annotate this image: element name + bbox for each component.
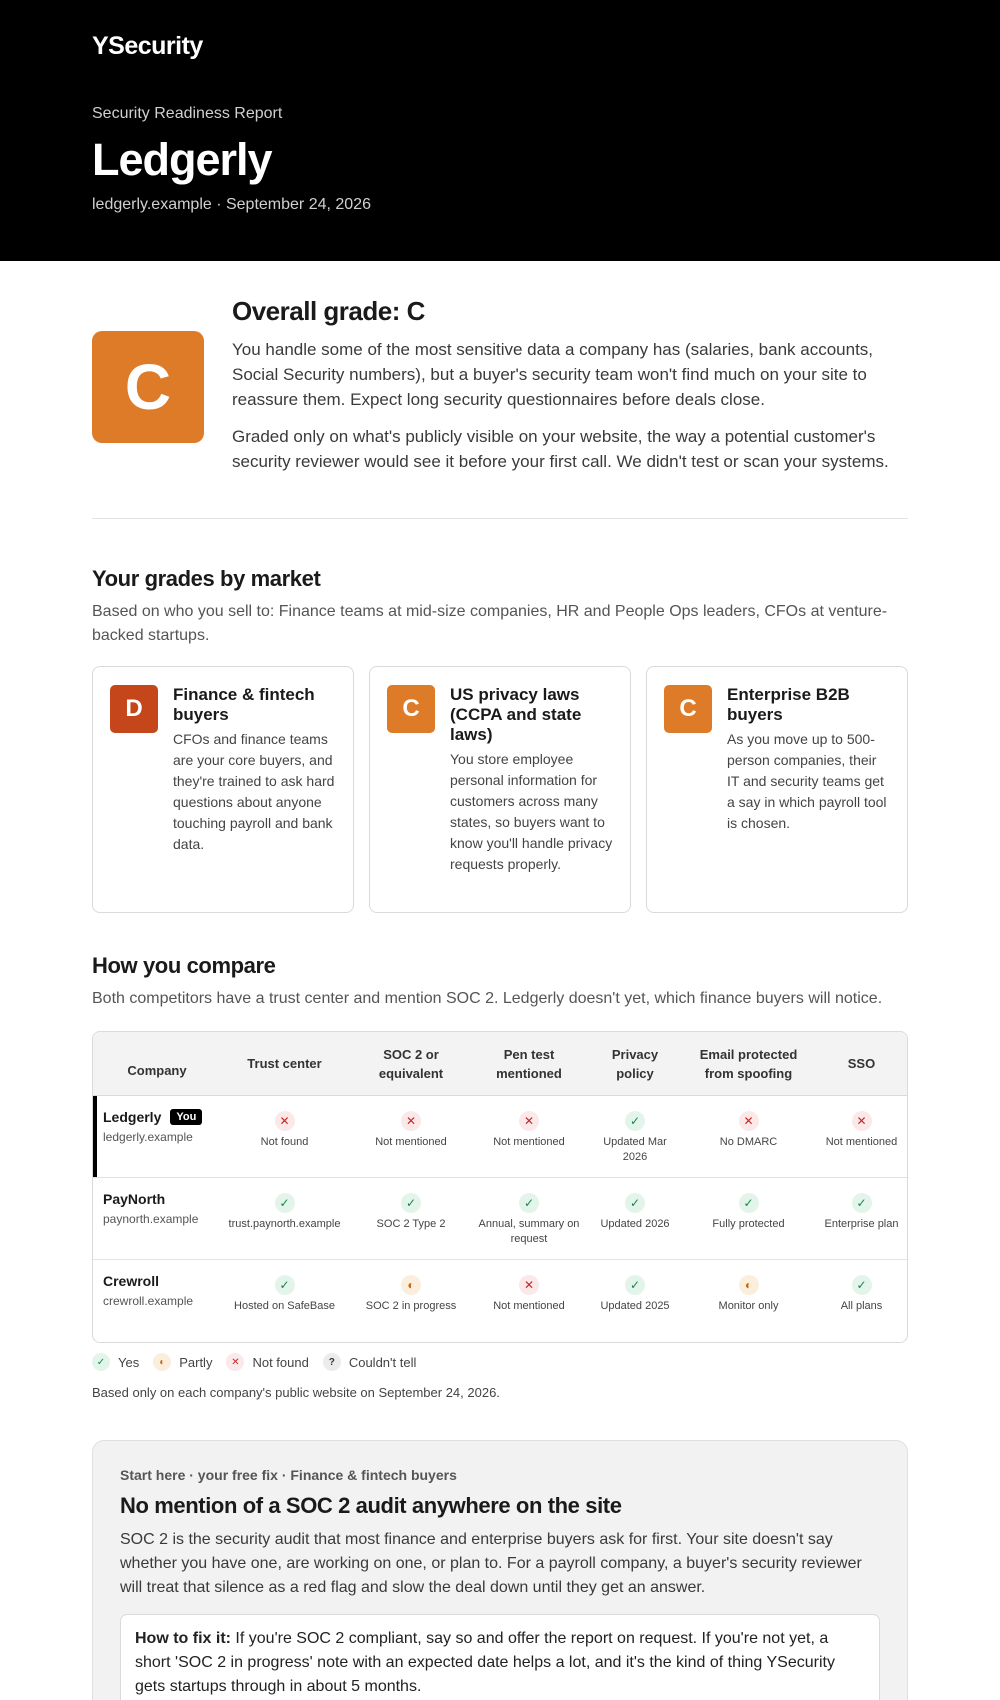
check-icon: ✓ [625, 1193, 645, 1213]
status-cell [817, 1178, 906, 1259]
status-note: Annual, summary on request [478, 1218, 580, 1245]
table-header [93, 1032, 907, 1096]
legend-item [323, 1353, 417, 1371]
status-cell [215, 1260, 354, 1342]
company-name-text: PayNorth [103, 1191, 166, 1207]
overall-grade-text [232, 296, 908, 486]
status-note: Updated 2026 [600, 1218, 670, 1230]
market-card-body [727, 685, 891, 894]
overall-summary: You handle some of the most sensitive data a company has (salaries, bank accounts, Social Security numbers), but a buyer's security team won't find much on your site to reassure them. Expect long security questionnaires before deals close. [232, 340, 874, 409]
column-header: Email protected from spoofing [699, 1046, 798, 1081]
status-note: Hosted on SafeBase [234, 1300, 335, 1312]
status-cell [590, 1096, 680, 1177]
status-note: trust.paynorth.example [228, 1218, 341, 1230]
status-cell [468, 1178, 590, 1259]
status-note: Updated Mar 2026 [603, 1136, 667, 1163]
company-domain: crewroll.example [103, 1294, 194, 1308]
status-cell [215, 1178, 354, 1259]
status-cell [468, 1096, 590, 1177]
check-icon: ✓ [275, 1275, 295, 1295]
brand-logo[interactable]: YSecurity [92, 32, 203, 60]
company-name-text: Crewroll [103, 1273, 160, 1289]
market-card-desc: As you move up to 500-person companies, their IT and security teams get a say in which payroll tool is chosen. [727, 731, 887, 831]
fix-howto-label: How to fix it: [135, 1630, 231, 1647]
check-icon: ✓ [275, 1193, 295, 1213]
status-cell [817, 1096, 906, 1177]
market-card [646, 666, 908, 913]
table-row [93, 1096, 907, 1178]
legend-item [92, 1353, 139, 1371]
cross-icon: ✕ [519, 1111, 539, 1131]
market-card-desc: You store employee personal information for customers across many states, so buyers want to know you'll handle privacy requests properly. [450, 751, 613, 872]
status-cell [817, 1260, 906, 1342]
column-header: Privacy policy [611, 1046, 659, 1081]
column-header: SOC 2 or equivalent [378, 1046, 444, 1081]
markets-section [92, 519, 908, 913]
market-card [369, 666, 631, 913]
legend-item [153, 1353, 212, 1371]
comparison-table [92, 1031, 908, 1343]
status-note: Enterprise plan [824, 1218, 899, 1230]
legend-item [226, 1353, 308, 1371]
company-cell [93, 1178, 215, 1259]
markets-subtitle: Based on who you sell to: Finance teams at mid-size companies, HR and People Ops leaders, CFOs at venture-backed startups. [92, 603, 888, 644]
company-name-text: Ledgerly [103, 1109, 162, 1125]
cross-icon: ✕ [519, 1275, 539, 1295]
status-cell [680, 1260, 817, 1342]
markets-title: Your grades by market [92, 566, 321, 591]
cross-icon: ✕ [401, 1111, 421, 1131]
status-note: Fully protected [712, 1218, 785, 1230]
company-name [103, 1273, 215, 1289]
status-note: No DMARC [719, 1136, 778, 1148]
column-header: Trust center [247, 1056, 322, 1071]
company-domain: paynorth.example [103, 1212, 199, 1226]
check-icon: ✓ [92, 1353, 110, 1371]
compare-section [92, 913, 908, 1400]
status-legend [92, 1353, 908, 1371]
half-circle-icon: ◐ [401, 1275, 421, 1295]
company-title: Ledgerly [92, 134, 272, 185]
status-note: All plans [840, 1300, 883, 1312]
market-cards [92, 666, 908, 913]
status-cell [215, 1096, 354, 1177]
cross-icon: ✕ [275, 1111, 295, 1131]
legend-label: Partly [179, 1354, 213, 1370]
company-meta: ledgerly.example · September 24, 2026 [92, 196, 371, 213]
half-circle-icon: ◐ [739, 1275, 759, 1295]
status-cell [468, 1260, 590, 1342]
company-cell [93, 1096, 215, 1177]
market-card-title: US privacy laws (CCPA and state laws) [450, 685, 582, 744]
overall-grade-tile: C [92, 331, 204, 443]
status-note: Not mentioned [825, 1136, 898, 1148]
market-card-title: Enterprise B2B buyers [727, 685, 850, 724]
column-header: SSO [847, 1056, 876, 1071]
status-note: Not mentioned [493, 1300, 565, 1312]
market-card-title: Finance & fintech buyers [173, 685, 315, 724]
check-icon: ✓ [401, 1193, 421, 1213]
report-label: Security Readiness Report [92, 105, 283, 122]
fix-title: No mention of a SOC 2 audit anywhere on the site [120, 1493, 622, 1518]
cross-icon: ✕ [226, 1353, 244, 1371]
check-icon: ✓ [852, 1193, 872, 1213]
table-row [93, 1260, 907, 1342]
column-header: Pen test mentioned [496, 1046, 562, 1081]
cross-icon: ✕ [852, 1111, 872, 1131]
report-header [0, 0, 1000, 261]
overall-grade-section [92, 261, 908, 519]
status-cell [590, 1178, 680, 1259]
status-note: Not mentioned [493, 1136, 565, 1148]
cross-icon: ✕ [739, 1111, 759, 1131]
check-icon: ✓ [519, 1193, 539, 1213]
report-body [0, 261, 1000, 1700]
half-circle-icon: ◐ [153, 1353, 171, 1371]
status-note: Not mentioned [375, 1136, 447, 1148]
fix-body: SOC 2 is the security audit that most finance and enterprise buyers ask for first. Your site doesn't say whether you have one, are working on one, or plan to. For a payroll company, a buyer's security reviewer will treat that silence as a red flag and slow the deal down until they get an answer. [120, 1531, 862, 1596]
market-card-desc: CFOs and finance teams are your core buyers, and they're trained to ask hard questions about anyone touching payroll and bank data. [173, 731, 335, 852]
compare-subtitle: Both competitors have a trust center and mention SOC 2. Ledgerly doesn't yet, which finance buyers will notice. [92, 990, 883, 1007]
check-icon: ✓ [625, 1111, 645, 1131]
status-note: Updated 2025 [600, 1300, 670, 1312]
company-cell [93, 1260, 215, 1342]
market-card-body [450, 685, 614, 894]
fix-howto-text: If you're SOC 2 compliant, say so and offer the report on request. If you're not yet, a short 'SOC 2 in progress' note with an expected date helps a lot, and it's the kind of thing YSecurity gets startups through in about 5 months. [135, 1630, 835, 1695]
check-icon: ✓ [625, 1275, 645, 1295]
status-cell [354, 1260, 468, 1342]
check-icon: ✓ [739, 1193, 759, 1213]
free-fix-card [92, 1440, 908, 1700]
grading-disclaimer: Graded only on what's publicly visible on your website, the way a potential customer's security reviewer would see it before your first call. We didn't test or scan your systems. [232, 427, 889, 471]
market-card-body [173, 685, 337, 894]
company-name [103, 1109, 215, 1125]
status-cell [354, 1178, 468, 1259]
market-card [92, 666, 354, 913]
legend-label: Yes [118, 1354, 140, 1370]
status-cell [680, 1096, 817, 1177]
market-grade-tile: D [110, 685, 158, 733]
status-note: Not found [260, 1136, 309, 1148]
status-cell [354, 1096, 468, 1177]
you-badge: You [170, 1109, 202, 1125]
market-grade-tile: C [387, 685, 435, 733]
question-icon: ? [323, 1353, 341, 1371]
table-body [93, 1096, 907, 1342]
compare-title: How you compare [92, 953, 276, 978]
fix-eyebrow: Start here · your free fix · Finance & fintech buyers [120, 1467, 457, 1483]
status-cell [590, 1260, 680, 1342]
status-note: Monitor only [718, 1300, 779, 1312]
compare-footnote: Based only on each company's public website on September 24, 2026. [92, 1385, 500, 1400]
legend-label: Couldn't tell [348, 1354, 417, 1370]
company-domain: ledgerly.example [103, 1130, 193, 1144]
status-note: SOC 2 in progress [365, 1300, 457, 1312]
status-note: SOC 2 Type 2 [376, 1218, 446, 1230]
market-grade-tile: C [664, 685, 712, 733]
column-header: Company [127, 1062, 187, 1078]
fix-howto [120, 1614, 880, 1700]
check-icon: ✓ [852, 1275, 872, 1295]
status-cell [680, 1178, 817, 1259]
overall-grade-title: Overall grade: C [232, 296, 425, 326]
company-name [103, 1191, 215, 1207]
legend-label: Not found [252, 1354, 309, 1370]
table-row [93, 1178, 907, 1260]
